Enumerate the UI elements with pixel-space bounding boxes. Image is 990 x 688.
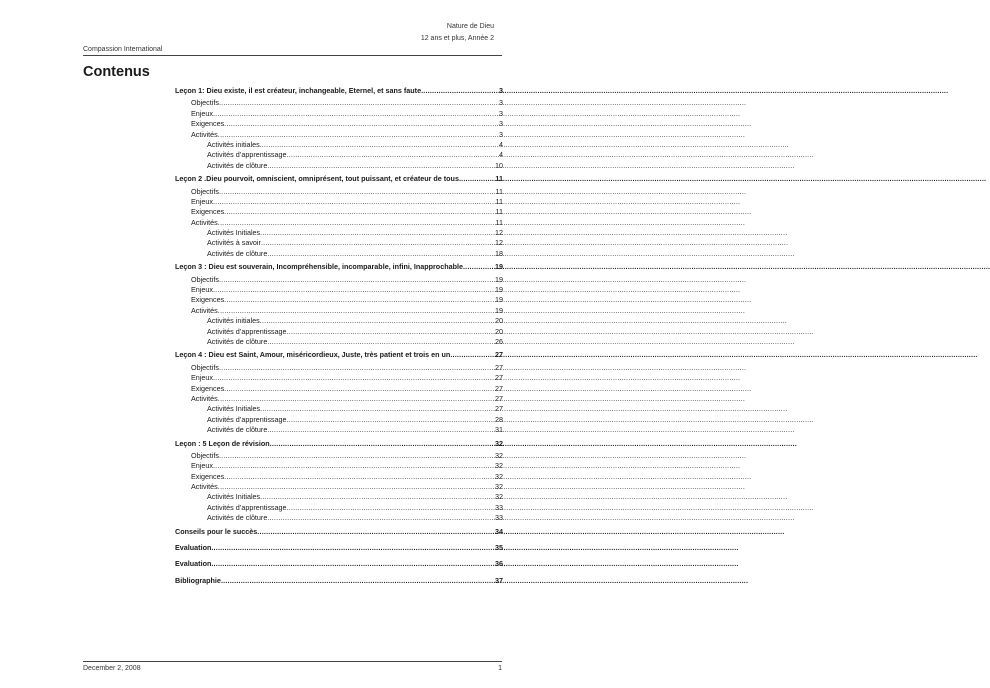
toc-entry-label: Bibliographie [175,575,221,585]
toc-entry-page-number: 32 [495,482,503,492]
page-title: Contenus [83,64,150,80]
toc-dot-leader [221,576,494,586]
toc-entry-page-number: 3 [499,86,503,95]
toc-entry-section[interactable] [175,262,503,272]
toc-entry-page-number: 18 [495,248,503,258]
toc-entry-subsection[interactable] [175,218,503,228]
toc-entry-page-number: 32 [495,461,503,471]
toc-dot-leader [450,350,494,360]
toc-entry-page-number: 11 [495,207,503,217]
toc-entry-section[interactable] [175,350,503,360]
toc-entry-label: Activités [191,393,218,403]
toc-dot-leader [267,513,494,523]
toc-entry-label: Leçon 3 : Dieu est souverain, Incompréhensible, incomparable, infini, Inapprochable [175,262,463,272]
toc-entry-label: Objectifs [191,450,219,460]
toc-entry-subsection[interactable] [175,187,503,197]
toc-entry-subsection[interactable] [175,451,503,461]
footer-date: December 2, 2008 [83,665,141,672]
header-audience: 12 ans et plus, Année 2 [420,35,494,42]
toc-dot-leader [213,197,495,207]
toc-dot-leader [267,249,494,259]
toc-entry-label: Exigences [191,295,225,305]
toc-entry-page-number: 20 [495,326,503,336]
toc-entry-label: Activités Initiales [207,404,261,414]
toc-entry-label: Leçon 2 .Dieu pourvoit, omniscient, omniprésent, tout puissant, et créateur de tous [175,174,459,184]
toc-entry-page-number: 27 [495,393,503,403]
toc-entry-page-number: 27 [495,350,503,360]
toc-entry-label: Activités de clôture [207,513,268,523]
toc-entry-subsection[interactable] [175,285,503,295]
toc-dot-leader [213,373,494,383]
toc-entry-item[interactable] [175,316,503,326]
toc-entry-item[interactable] [175,228,503,238]
toc-entry-page-number: 4 [499,150,503,160]
toc-entry-page-number: 3 [499,129,503,139]
toc-entry-item[interactable] [175,492,503,502]
toc-entry-subsection[interactable] [175,109,503,119]
toc-entry-label: Objectifs [191,274,219,284]
toc-entry-label: Enjeux [191,461,213,471]
toc-entry-subsection[interactable] [175,394,503,404]
toc-dot-leader [463,262,494,272]
toc-dot-leader [267,337,494,347]
toc-entry-page-number: 32 [495,492,503,502]
toc-entry-page-number: 32 [495,471,503,481]
toc-entry-page-number: 3 [499,119,503,129]
toc-entry-subsection[interactable] [175,482,503,492]
toc-dot-leader [260,404,494,414]
toc-entry-section[interactable] [175,439,503,449]
toc-dot-leader [287,415,494,425]
toc-entry-page-number: 3 [499,108,503,118]
toc-entry-item[interactable] [175,161,503,171]
toc-entry-label: Activités [191,305,218,315]
toc-entry-label: Exigences [191,119,225,129]
toc-entry-page-number: 3 [499,98,503,108]
toc-dot-leader [459,174,494,184]
toc-entry-label: Enjeux [191,196,213,206]
toc-dot-leader [219,451,494,461]
toc-entry-page-number: 28 [495,414,503,424]
toc-entry-page-number: 4 [499,139,503,149]
toc-entry-label: Activités [191,129,218,139]
toc-dot-leader [261,238,494,248]
toc-dot-leader [213,461,494,471]
toc-dot-leader [219,98,498,108]
toc-entry-item[interactable] [175,337,503,347]
toc-entry-item[interactable] [175,327,503,337]
toc-entry-page-number: 19 [495,305,503,315]
toc-entry-item[interactable] [175,415,503,425]
toc-entry-item[interactable] [175,150,503,160]
header-rule [83,55,502,56]
toc-entry-label: Activités initiales. [207,139,262,149]
toc-entry-section[interactable] [175,527,503,537]
toc-dot-leader [287,327,494,337]
toc-dot-leader [267,425,494,435]
header-organization: Compassion International [83,46,163,53]
toc-entry-label: Activités initiales [207,316,260,326]
toc-entry-section[interactable] [175,559,503,569]
toc-entry-section[interactable] [175,174,503,184]
toc-entry-label: Evaluation [175,559,212,569]
toc-entry-page-number: 27 [495,362,503,372]
toc-entry-item[interactable] [175,513,503,523]
toc-entry-page-number: 12 [495,228,503,238]
toc-entry-subsection[interactable] [175,98,503,108]
toc-entry-subsection[interactable] [175,472,503,482]
toc-entry-section[interactable] [175,543,503,553]
toc-entry-label: Activités d’apprentissage [207,150,287,160]
toc-entry-label: Leçon : 5 Leçon de révision [175,438,270,448]
toc-dot-leader [267,161,494,171]
toc-entry-page-number: 10 [495,160,503,170]
toc-entry-subsection[interactable] [175,197,503,207]
toc-entry-label: Activités de clôture [207,248,268,258]
toc-dot-leader [211,559,494,569]
toc-entry-page-number: 27 [495,404,503,414]
toc-entry-page-number: 33 [495,513,503,523]
toc-entry-subsection[interactable] [175,461,503,471]
toc-entry-label: Objectifs [191,362,219,372]
toc-entry-page-number: 32 [495,438,503,448]
toc-entry-page-number: 35 [495,543,503,553]
toc-dot-leader [260,228,494,238]
toc-entry-item[interactable] [175,238,503,248]
toc-entry-label: Enjeux [191,285,213,295]
toc-dot-leader [213,109,498,119]
toc-entry-label: Activités de clôture [207,160,268,170]
toc-entry-page-number: 12 [495,238,503,248]
toc-entry-label: Objectifs [191,98,219,108]
toc-entry-page-number: 20 [495,316,503,326]
toc-entry-page-number: 11 [495,196,503,206]
toc-dot-leader [218,218,495,228]
toc-dot-leader [287,503,494,513]
toc-dot-leader [219,275,494,285]
footer-rule [83,661,502,662]
toc-dot-leader [257,527,494,537]
toc-dot-leader [287,150,498,160]
toc-entry-page-number: 19 [495,285,503,295]
toc-entry-label: Exigences [191,207,225,217]
toc-dot-leader [213,285,494,295]
toc-entry-subsection[interactable] [175,130,503,140]
toc-entry-page-number: 34 [495,526,503,536]
toc-entry-section[interactable] [175,576,503,586]
toc-entry-item[interactable] [175,425,503,435]
toc-entry-label: Activités d’apprentissage [207,326,287,336]
toc-entry-label: Exigences [191,471,225,481]
toc-entry-label: Activités d’apprentissage [207,414,287,424]
toc-entry-page-number: 11 [495,217,503,227]
toc-dot-leader [270,439,494,449]
toc-entry-page-number: 19 [495,295,503,305]
toc-dot-leader [218,482,494,492]
toc-entry-label: Leçon 1: Dieu existe, il est créateur, inchangeable, Eternel, et sans faute [175,86,422,95]
toc-entry-subsection[interactable] [175,295,503,305]
toc-dot-leader [224,472,494,482]
toc-dot-leader [260,316,494,326]
header-document-title: Nature de Dieu [446,23,494,30]
toc-entry-page-number: 11 [495,186,503,196]
toc-entry-subsection[interactable] [175,363,503,373]
toc-entry-page-number: 19 [495,274,503,284]
toc-dot-leader [211,543,494,553]
toc-entry-page-number: 11 [495,174,503,184]
toc-entry-item[interactable] [175,249,503,259]
toc-entry-page-number: 27 [495,383,503,393]
toc-dot-leader [224,207,494,217]
toc-entry-label: Activités [191,217,218,227]
toc-entry-page-number: 31 [495,425,503,435]
toc-entry-subsection[interactable] [175,306,503,316]
toc-entry-label: Objectifs [191,186,219,196]
toc-dot-leader [219,187,495,197]
footer-page-number: 1 [498,665,502,672]
toc-entry-page-number: 37 [495,575,503,585]
toc-dot-leader [260,492,494,502]
toc-entry-subsection[interactable] [175,119,503,129]
table-of-contents [175,86,503,586]
toc-entry-label: Enjeux [191,373,213,383]
toc-entry-label: Exigences [191,383,225,393]
toc-entry-label: Activités Initiales [207,228,261,238]
toc-entry-page-number: 19 [495,262,503,272]
toc-entry-label: Evaluation [175,543,212,553]
toc-dot-leader [224,295,494,305]
toc-entry-subsection[interactable] [175,207,503,217]
toc-entry-page-number: 32 [495,450,503,460]
toc-entry-item[interactable] [175,140,503,150]
toc-entry-page-number: 26 [495,336,503,346]
toc-dot-leader [224,119,498,129]
toc-entry-subsection[interactable] [175,384,503,394]
toc-entry-subsection[interactable] [175,373,503,383]
toc-entry-label: Activités d’apprentissage [207,502,287,512]
toc-entry-label: Leçon 4 : Dieu est Saint, Amour, miséricordieux, Juste, très patient et trois en un [175,350,451,360]
toc-entry-label: Conseils pour le succès [175,526,258,536]
toc-dot-leader [262,140,498,150]
toc-entry-label: Enjeux [191,108,213,118]
toc-entry-item[interactable] [175,503,503,513]
toc-entry-label: Activités Initiales [207,492,261,502]
toc-entry-page-number: 27 [495,373,503,383]
toc-entry-item[interactable] [175,404,503,414]
toc-entry-label: Activités à savoir [207,238,261,248]
toc-entry-label: Activités de clôture [207,336,268,346]
toc-entry-page-number: 33 [495,502,503,512]
toc-dot-leader [218,130,498,140]
toc-dot-leader [218,306,494,316]
toc-dot-leader [219,363,494,373]
toc-dot-leader [218,394,494,404]
toc-dot-leader [224,384,494,394]
toc-entry-label: Activités [191,482,218,492]
toc-dot-leader [421,86,498,96]
toc-entry-section[interactable] [175,86,503,96]
toc-entry-label: Activités de clôture [207,425,268,435]
toc-entry-page-number: 36 [495,559,503,569]
toc-entry-subsection[interactable] [175,275,503,285]
